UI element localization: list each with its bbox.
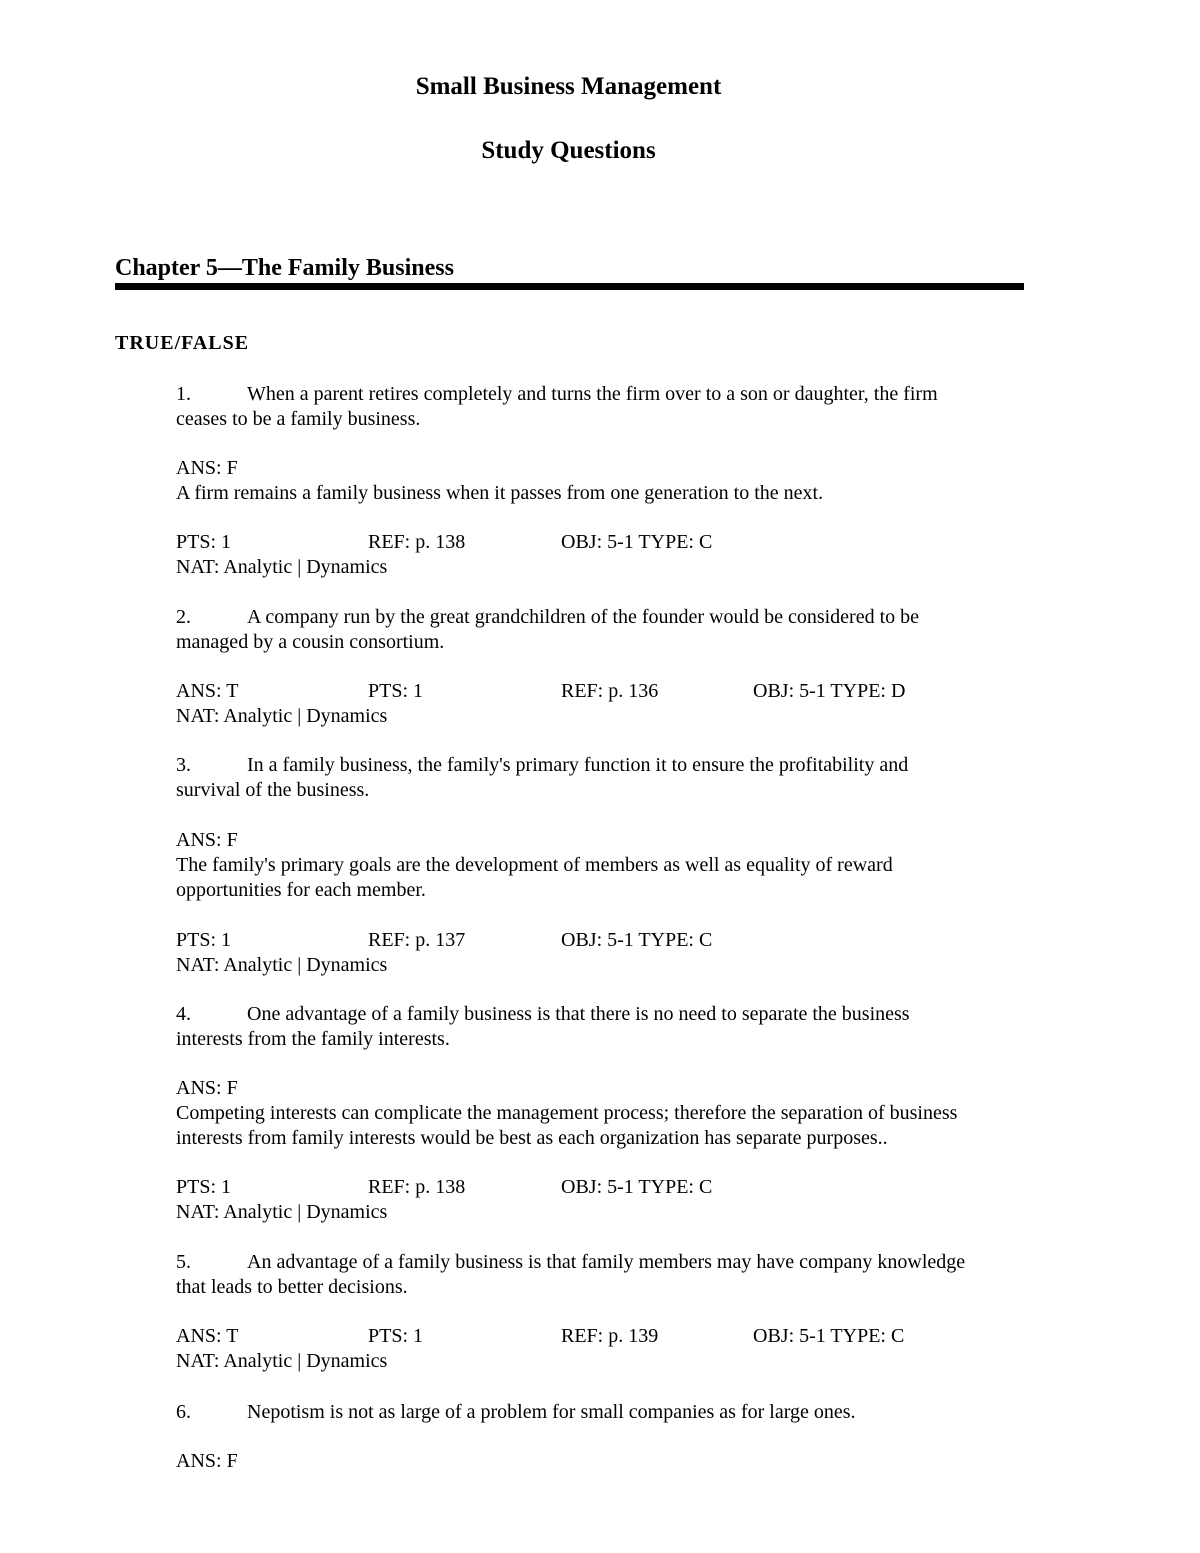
question-1-text-line-2: ceases to be a family business. [176,408,421,430]
question-2-obj: OBJ: 5-1 TYPE: D [753,680,906,702]
chapter-rule [115,283,1024,290]
question-4-ref: REF: p. 138 [368,1176,466,1198]
document-subtitle: Study Questions [481,137,656,164]
document-title: Small Business Management [415,73,722,100]
question-5-answer: ANS: T [176,1325,239,1347]
question-4-text: One advantage of a family business is that there is no need to separate the business [247,1003,910,1025]
question-3-text-line-2: survival of the business. [176,779,370,801]
question-4-text-line-1 [176,1002,910,1027]
question-6-text-line-1 [176,1400,856,1425]
question-3-explanation-line-1: The family's primary goals are the development of members as well as equality of reward [176,854,893,876]
question-6-number: 6. [176,1401,191,1423]
question-5-nat: NAT: Analytic | Dynamics [176,1350,388,1372]
question-4-number: 4. [176,1003,191,1025]
question-3-ref: REF: p. 137 [368,929,466,951]
question-1-number: 1. [176,383,191,405]
question-3-explanation-line-2: opportunities for each member. [176,879,426,901]
question-4-obj: OBJ: 5-1 TYPE: C [561,1176,713,1198]
question-2-text-line-2: managed by a cousin consortium. [176,631,445,653]
question-4-nat: NAT: Analytic | Dynamics [176,1201,388,1223]
question-2-text: A company run by the great grandchildren of the founder would be considered to be [247,606,920,628]
question-1-explanation-line-1: A firm remains a family business when it passes from one generation to the next. [176,482,824,504]
question-2-nat: NAT: Analytic | Dynamics [176,705,388,727]
question-3-text-line-1 [176,753,908,778]
question-3-text: In a family business, the family's primary function it to ensure the profitability and [247,754,909,776]
question-2-text-line-1 [176,605,919,630]
question-1-text-line-1 [176,382,938,407]
question-5-obj: OBJ: 5-1 TYPE: C [753,1325,905,1347]
question-1-answer: ANS: F [176,457,238,479]
question-5-ref: REF: p. 139 [561,1325,659,1347]
question-1-nat: NAT: Analytic | Dynamics [176,556,388,578]
question-4-answer: ANS: F [176,1077,238,1099]
question-5-text: An advantage of a family business is that family members may have company knowledge [247,1251,966,1273]
question-2-answer: ANS: T [176,680,239,702]
question-6-text: Nepotism is not as large of a problem for small companies as for large ones. [247,1401,856,1423]
question-1-obj: OBJ: 5-1 TYPE: C [561,531,713,553]
question-5-text-line-2: that leads to better decisions. [176,1276,408,1298]
question-5-text-line-1 [176,1250,965,1275]
question-4-explanation-line-2: interests from family interests would be best as each organization has separate purposes.. [176,1127,888,1149]
question-4-explanation-line-1: Competing interests can complicate the management process; therefore the separation of business [176,1102,958,1124]
question-5-number: 5. [176,1251,191,1273]
chapter-heading: Chapter 5—The Family Business [115,255,454,281]
question-1-text: When a parent retires completely and turns the firm over to a son or daughter, the firm [247,383,938,405]
question-5-pts: PTS: 1 [368,1325,424,1347]
question-2-ref: REF: p. 136 [561,680,659,702]
question-3-number: 3. [176,754,191,776]
question-2-number: 2. [176,606,191,628]
question-1-ref: REF: p. 138 [368,531,466,553]
question-3-obj: OBJ: 5-1 TYPE: C [561,929,713,951]
question-6-answer: ANS: F [176,1450,238,1472]
question-1-pts: PTS: 1 [176,531,232,553]
question-4-text-line-2: interests from the family interests. [176,1028,450,1050]
question-2-pts: PTS: 1 [368,680,424,702]
question-3-pts: PTS: 1 [176,929,232,951]
question-4-pts: PTS: 1 [176,1176,232,1198]
question-3-nat: NAT: Analytic | Dynamics [176,954,388,976]
section-heading: TRUE/FALSE [115,332,250,354]
question-3-answer: ANS: F [176,829,238,851]
